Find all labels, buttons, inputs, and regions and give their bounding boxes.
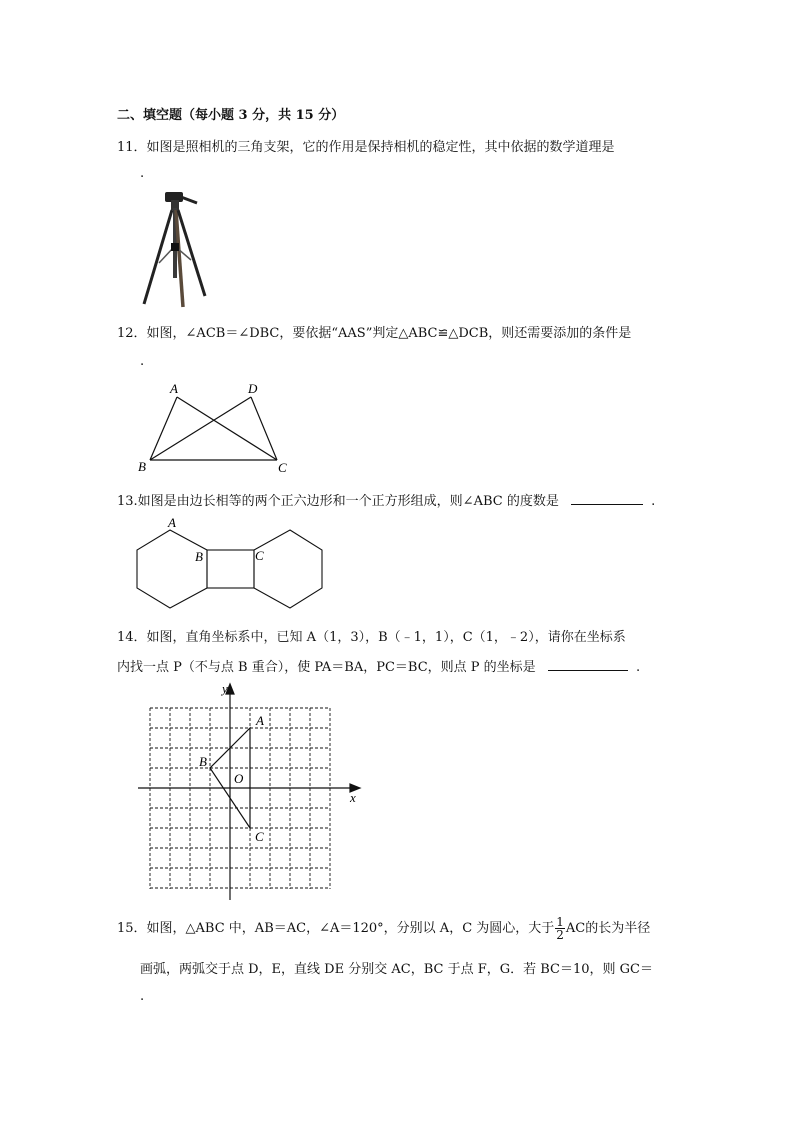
fraction-denominator: 2 <box>556 928 564 942</box>
q12-figure <box>130 378 300 478</box>
q12-text-line2: . <box>140 354 145 369</box>
q14-text-end: . <box>635 660 641 675</box>
q15-text-part-a: 15．如图，△ABC 中，AB＝AC，∠A＝120°，分别以 A，C 为圆心，大于 <box>117 921 555 936</box>
label-a: A <box>256 713 264 728</box>
segment-ab <box>150 397 177 460</box>
label-c: C <box>278 460 287 475</box>
fraction-one-half <box>555 916 565 941</box>
middle-square <box>207 550 254 588</box>
q14-coordinate-grid <box>138 680 368 902</box>
segment-bd <box>150 397 251 460</box>
q15-text-part-b: AC的长为半径 <box>565 921 651 936</box>
q14-answer-blank <box>548 670 628 671</box>
label-a: A <box>170 381 178 396</box>
label-b: B <box>199 754 207 769</box>
q11-text-line1: 11．如图是照相机的三角支架，它的作用是保持相机的稳定性，其中依据的数学道理是 <box>117 140 615 155</box>
q13-answer-blank <box>571 504 643 505</box>
label-d: D <box>248 381 258 396</box>
grid-lines <box>150 708 330 889</box>
fraction-numerator: 1 <box>556 915 564 929</box>
segment-dc <box>251 397 277 460</box>
q15-text-line1 <box>117 916 650 941</box>
right-hexagon <box>254 530 322 608</box>
label-b: B <box>195 549 203 564</box>
label-o: O <box>234 771 244 786</box>
label-c: C <box>255 829 264 844</box>
q13-figure <box>130 514 330 614</box>
q14-text-body: 内找一点 P（不与点 B 重合），使 PA＝BA，PC＝BC，则点 P 的坐标是 <box>117 660 536 675</box>
q13-text <box>117 490 655 509</box>
label-y: y <box>222 681 228 696</box>
q13-text-end: . <box>651 494 656 509</box>
q15-text-line3: . <box>140 989 145 1004</box>
q14-text-line1: 14．如图，直角坐标系中，已知 A（1，3），B（﹣1，1），C（1，﹣2），请你在坐标系 <box>117 630 626 645</box>
label-a: A <box>168 515 176 530</box>
q13-text-body: 13.如图是由边长相等的两个正六边形和一个正方形组成，则∠ABC 的度数是 <box>117 494 559 509</box>
q14-text-line2 <box>117 656 640 675</box>
section-title: 二、填空题（每小题 3 分，共 15 分） <box>117 108 345 123</box>
left-hexagon <box>137 530 207 608</box>
segment-ac <box>177 397 277 460</box>
label-b: B <box>138 459 146 474</box>
q15-text-line2: 画弧，两弧交于点 D，E，直线 DE 分别交 AC，BC 于点 F，G．若 BC＝10，则 GC＝ <box>140 962 653 977</box>
tripod-image <box>135 188 215 310</box>
label-c: C <box>255 548 264 563</box>
label-x: x <box>350 790 356 805</box>
q11-text-line2: . <box>140 166 145 181</box>
q12-text-line1: 12．如图，∠ACB＝∠DBC，要依据“AAS”判定△ABC≌△DCB，则还需要添加的条件是 <box>117 326 632 341</box>
